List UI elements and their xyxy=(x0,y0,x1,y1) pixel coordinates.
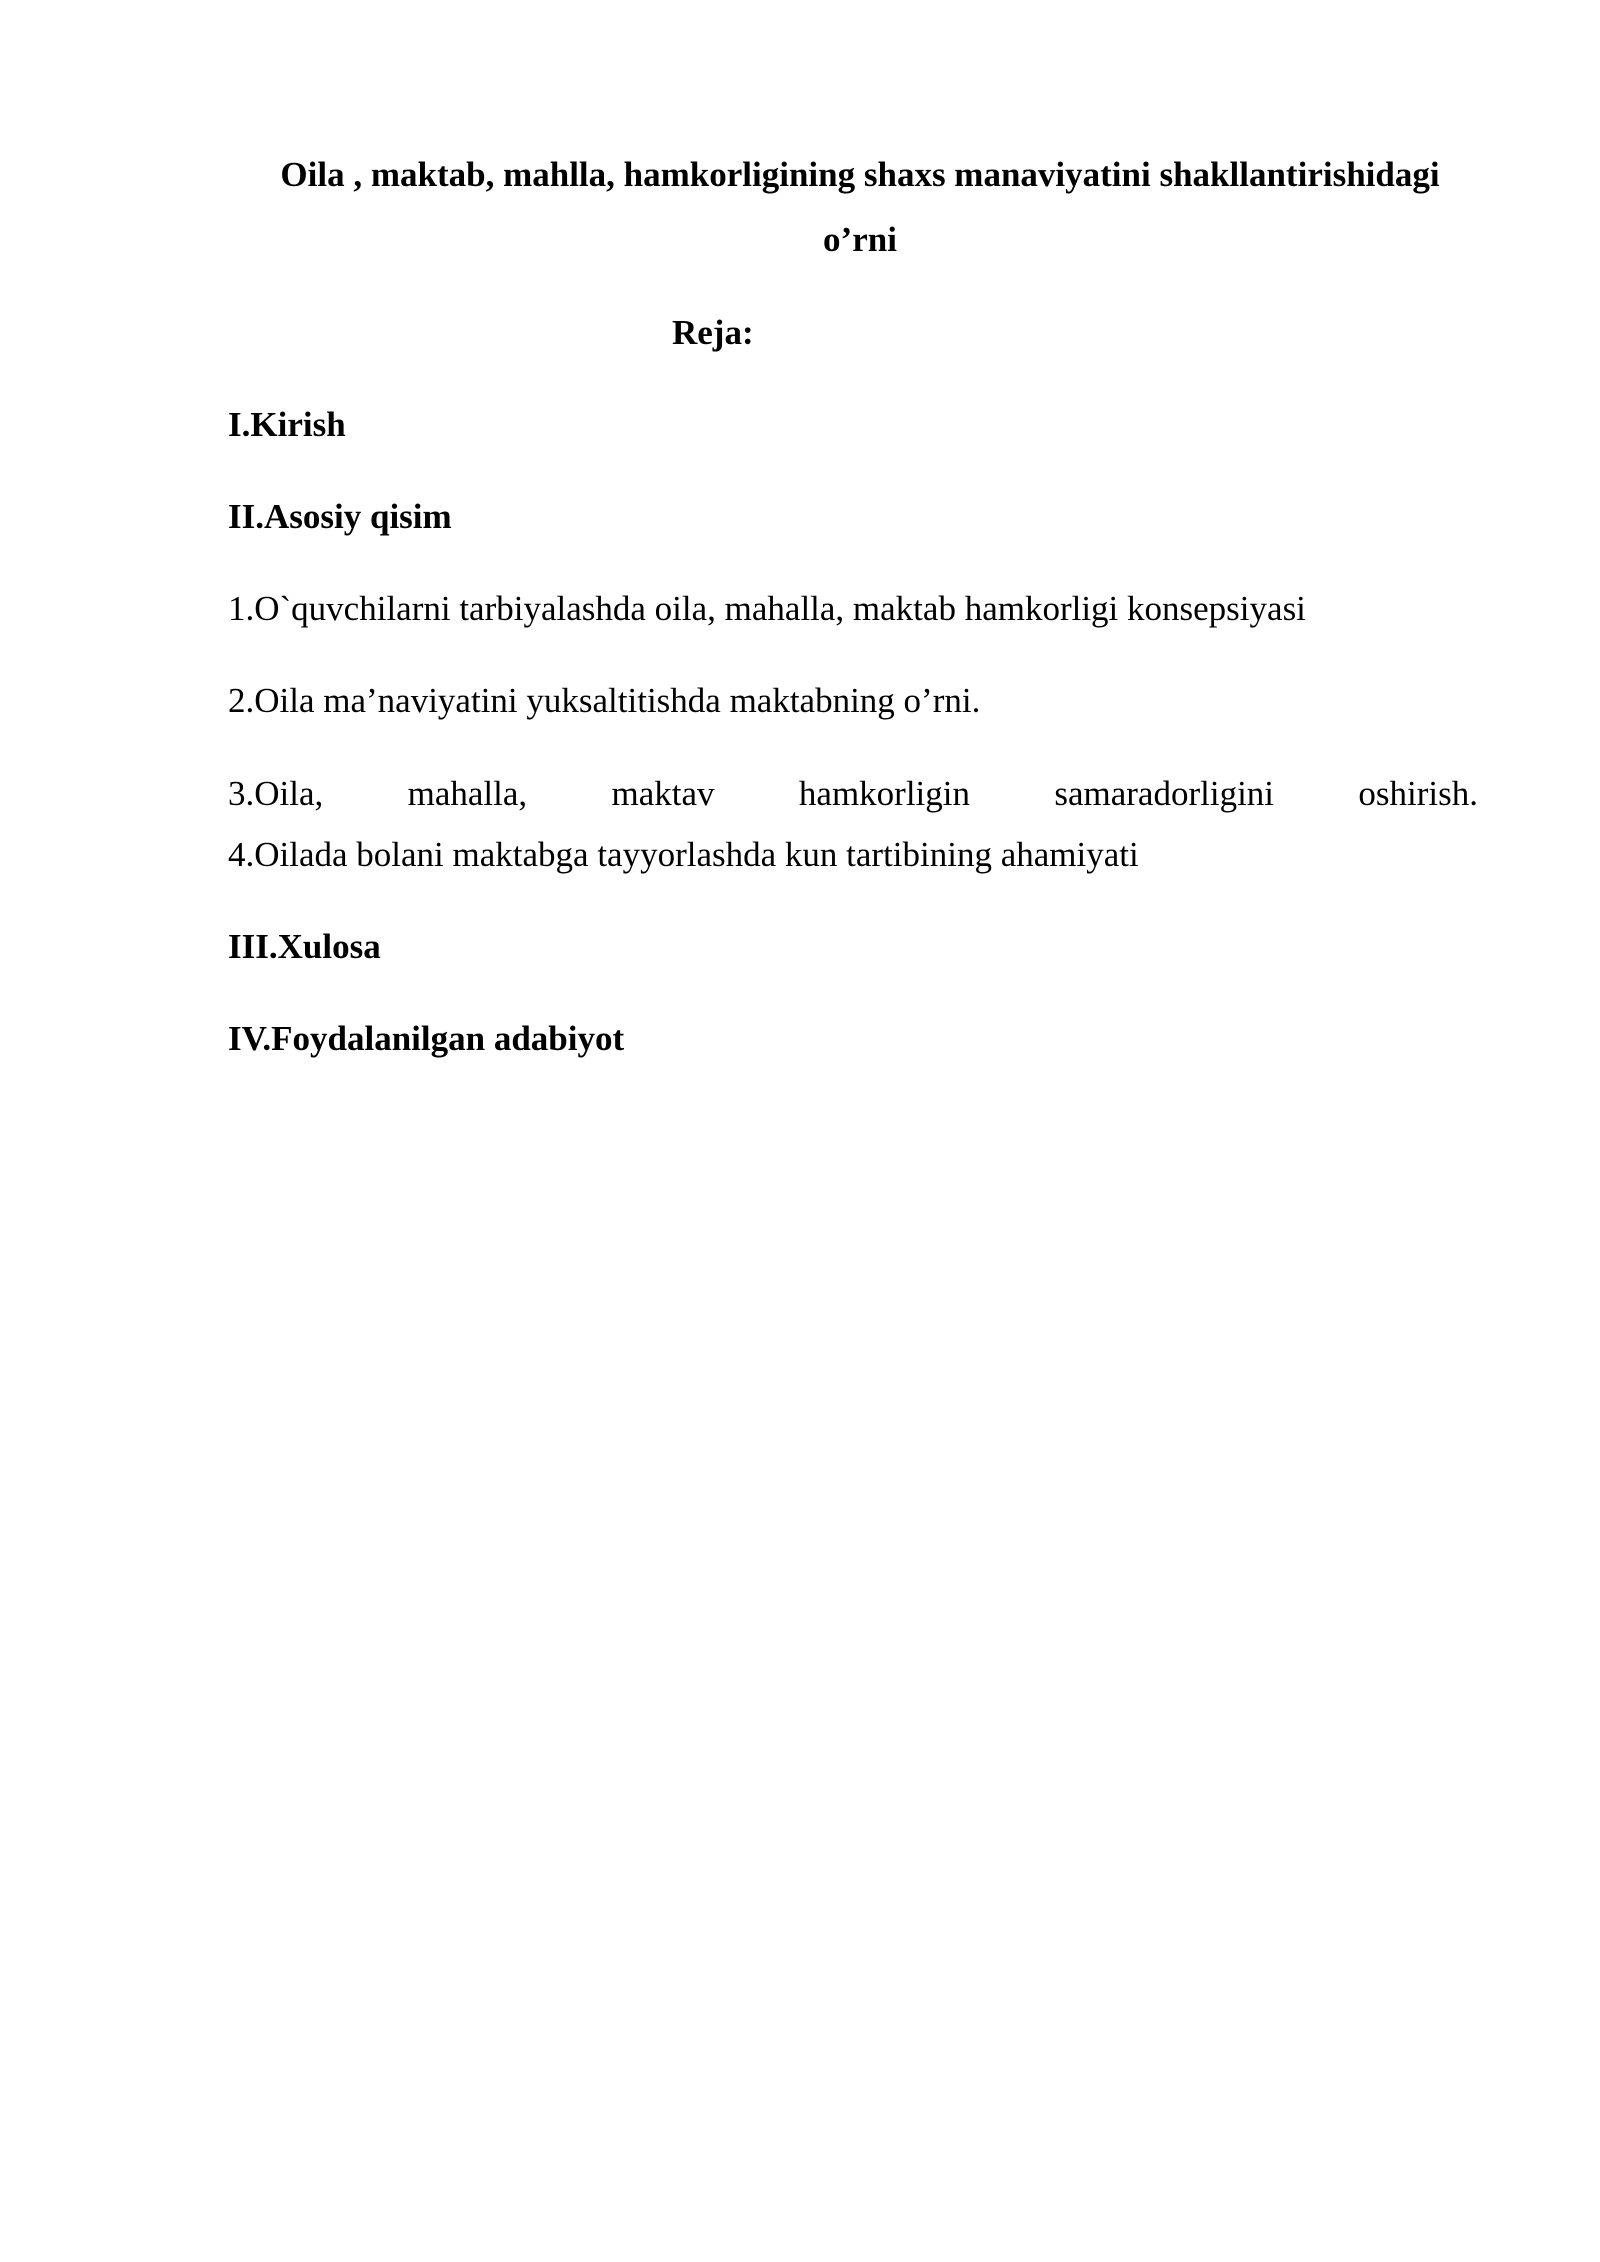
plan-item-3-word: maktav xyxy=(611,774,715,813)
document-title-line-1: Oila , maktab, mahlla, hamkorligining shaxs manaviyatini shakllantirishidagi xyxy=(280,155,1440,194)
section-conclusion: III.Xulosa xyxy=(228,927,381,966)
plan-item-3-word: samaradorligini xyxy=(1054,774,1275,813)
plan-item-3-word: mahalla, xyxy=(407,774,528,813)
plan-item-3-word: oshirish. xyxy=(1358,774,1478,813)
plan-item-1: 1.O`quvchilarni tarbiyalashda oila, mahalla, maktab hamkorligi konsepsiyasi xyxy=(228,589,1306,628)
plan-item-3-word: hamkorligin xyxy=(798,774,970,813)
plan-item-3 xyxy=(228,772,1478,816)
plan-heading: Reja: xyxy=(672,313,754,352)
plan-item-2: 2.Oila ma’naviyatini yuksaltitishda maktabning o’rni. xyxy=(228,681,981,720)
plan-item-3-word: 3.Oila, xyxy=(228,774,324,813)
plan-item-4: 4.Oilada bolani maktabga tayyorlashda kun tartibining ahamiyati xyxy=(228,835,1139,874)
section-main: II.Asosiy qisim xyxy=(228,497,452,536)
section-intro: I.Kirish xyxy=(228,405,346,444)
document-title-line-2: o’rni xyxy=(823,220,897,259)
section-references: IV.Foydalanilgan adabiyot xyxy=(228,1019,625,1058)
